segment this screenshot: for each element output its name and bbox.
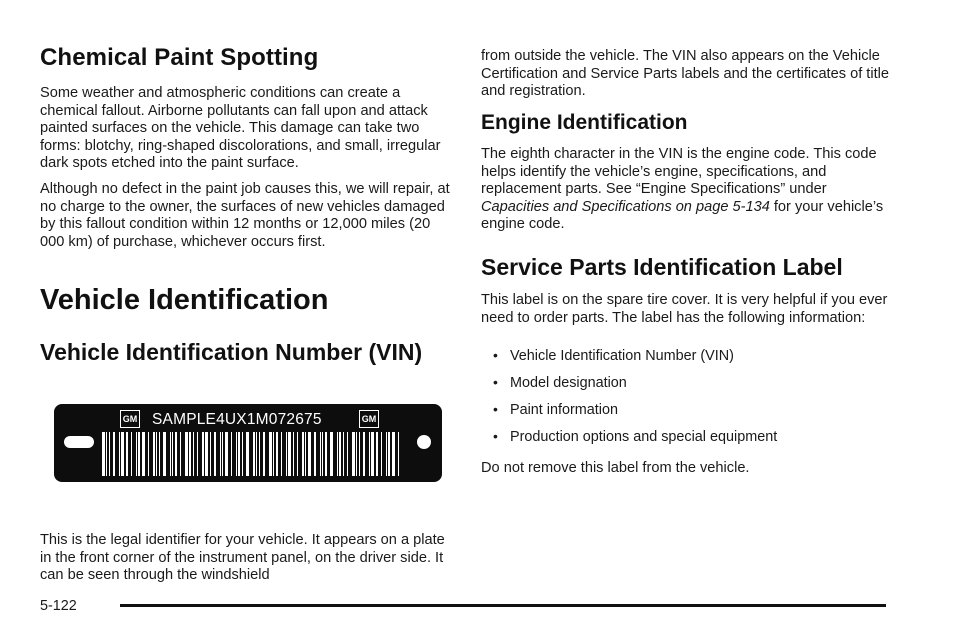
- chemical-paint-spotting-heading: Chemical Paint Spotting: [40, 44, 319, 71]
- service-parts-paragraph: This label is on the spare tire cover. It is very helpful if you ever need to order parts. The label has the following information:: [481, 292, 888, 326]
- vin-plate-text: SAMPLE4UX1M072675: [152, 411, 322, 428]
- gm-logo-icon: GM: [120, 410, 140, 428]
- list-item: [493, 375, 873, 392]
- list-item: [493, 348, 873, 365]
- engine-identification-heading: Engine Identification: [481, 111, 688, 134]
- engine-text-post: for your vehicle’s engine code.: [481, 198, 884, 233]
- vin-plate-image: [54, 404, 442, 482]
- capacities-specifications-link[interactable]: Capacities and Specifications on page 5-134: [481, 198, 770, 215]
- chemical-paint-paragraph-1: Some weather and atmospheric conditions can create a chemical fallout. Airborne pollutants can fall upon and attack painted surfaces on the vehicle. This damage can take two forms: blotchy, ring-shaped discolorations, and small, irregular dark spots etched into the paint surface.: [40, 85, 441, 172]
- service-parts-closing: Do not remove this label from the vehicle.: [481, 460, 750, 476]
- list-item-text: Production options and special equipment: [510, 429, 778, 445]
- bullet-icon: •: [493, 374, 498, 390]
- list-item-text: Model designation: [510, 375, 627, 391]
- vehicle-identification-heading: Vehicle Identification: [40, 284, 329, 316]
- bullet-icon: •: [493, 347, 498, 363]
- bullet-icon: •: [493, 401, 498, 417]
- engine-text-pre: The eighth character in the VIN is the engine code. This code helps identify the vehicle’s engine, specifications, and replacement parts. See “Engine Specifications” under: [481, 146, 877, 198]
- vin-paragraph: This is the legal identifier for your vehicle. It appears on a plate in the front corner of the instrument panel, on the driver side. It can be seen through the windshield: [40, 532, 445, 584]
- service-parts-label-heading: Service Parts Identification Label: [481, 254, 843, 280]
- list-item-text: Paint information: [510, 402, 618, 418]
- barcode-icon: [102, 432, 400, 476]
- chemical-paint-paragraph-2: Although no defect in the paint job causes this, we will repair, at no charge to the owner, the surfaces of new vehicles damaged by this fallout condition within 12 months or 12,000 miles (20 000 km) of purchase, whichever occurs first.: [40, 181, 450, 250]
- plate-hole: [417, 435, 431, 449]
- gm-logo-icon: GM: [359, 410, 379, 428]
- plate-slot: [64, 436, 94, 448]
- bullet-icon: •: [493, 428, 498, 444]
- service-parts-list: [493, 348, 873, 456]
- list-item-text: Vehicle Identification Number (VIN): [510, 348, 734, 364]
- engine-identification-paragraph: [481, 146, 893, 234]
- list-item: [493, 402, 873, 419]
- list-item: [493, 429, 873, 446]
- vin-heading: Vehicle Identification Number (VIN): [40, 339, 423, 365]
- footer-rule: [120, 604, 886, 607]
- vin-continued-paragraph: from outside the vehicle. The VIN also appears on the Vehicle Certification and Service Parts labels and the certificates of title and registration.: [481, 48, 890, 100]
- page-number: 5-122: [40, 598, 77, 614]
